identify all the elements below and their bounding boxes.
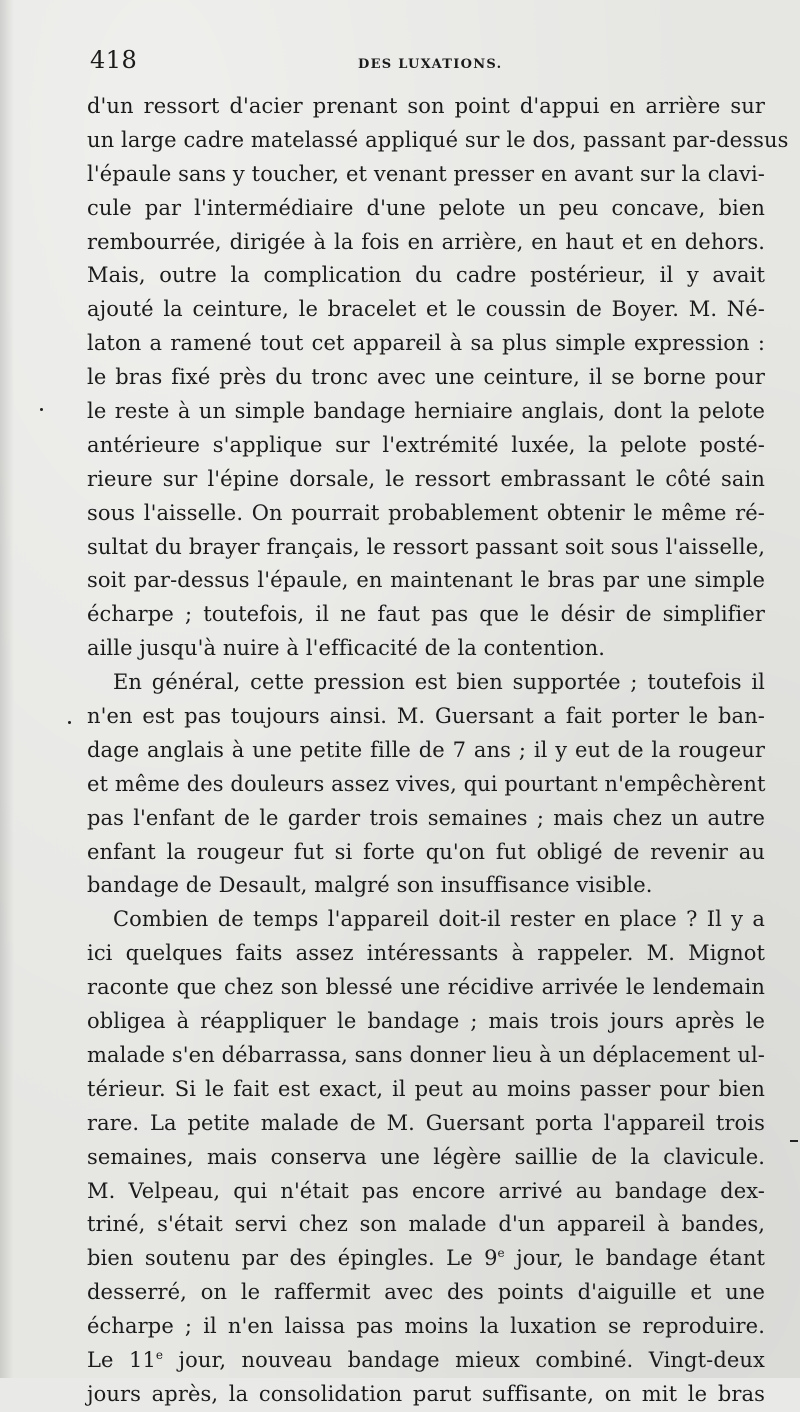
text-line: antérieure s'applique sur l'extrémité luxée, la pelote posté-	[87, 432, 765, 457]
text-line: sous l'aisselle. On pourrait probablement obtenir le même ré-	[87, 500, 765, 525]
margin-mark-dot	[40, 408, 43, 411]
text-line: rare. La petite malade de M. Guersant porta l'appareil trois	[87, 1110, 765, 1135]
text-line: écharpe ; toutefois, il ne faut pas que le désir de simplifier	[87, 602, 765, 627]
text-line: l'épaule sans y toucher, et venant presser en avant sur la clavi-	[87, 161, 765, 186]
text-line: ajouté la ceinture, le bracelet et le coussin de Boyer. M. Né-	[87, 297, 765, 322]
paragraph-start-line: En général, cette pression est bien supportée ; toutefois il	[113, 670, 765, 695]
text-line: térieur. Si le fait est exact, il peut au moins passer pour bien	[87, 1076, 765, 1101]
text-line: et même des douleurs assez vives, qui pourtant n'empêchèrent	[87, 771, 766, 796]
text-line: laton a ramené tout cet appareil à sa plus simple expression :	[87, 331, 765, 356]
text-line: dage anglais à une petite fille de 7 ans ; il y eut de la rougeur	[87, 737, 765, 762]
text-line: desserré, on le raffermit avec des points d'aiguille et une	[87, 1280, 765, 1305]
text-line: jours après, la consolidation parut suffisante, on mit le bras	[87, 1381, 765, 1406]
text-line: rembourrée, dirigée à la fois en arrière, en haut et en dehors.	[87, 229, 765, 254]
text-line: rieure sur l'épine dorsale, le ressort embrassant le côté sain	[87, 466, 765, 491]
text-line: malade s'en débarrassa, sans donner lieu à un déplacement ul-	[87, 1042, 765, 1067]
ordinal-superscript: e	[497, 1246, 505, 1261]
text-line: obligea à réappliquer le bandage ; mais trois jours après le	[87, 1009, 765, 1034]
page-edge-shadow	[0, 0, 14, 1378]
running-title: DES LUXATIONS.	[358, 57, 503, 72]
text-line: M. Velpeau, qui n'était pas encore arrivé au bandage dex-	[87, 1178, 765, 1203]
text-line: ici quelques faits assez intéressants à rappeler. M. Mignot	[87, 941, 765, 966]
paragraph-start-line: Combien de temps l'appareil doit-il rester en place ? Il y a	[113, 907, 765, 932]
margin-mark-dot	[68, 721, 71, 724]
text-line: Le 11e jour, nouveau bandage mieux combiné. Vingt-deux	[87, 1347, 765, 1372]
ordinal-superscript: e	[155, 1347, 164, 1362]
margin-mark-dash	[790, 1140, 798, 1142]
text-line: raconte que chez son blessé une récidive arrivée le lendemain	[87, 975, 765, 1000]
body-text	[87, 90, 789, 1412]
paragraph-end-line: bandage de Desault, malgré son insuffisance visible.	[87, 873, 653, 898]
text-line: d'un ressort d'acier prenant son point d'appui en arrière sur	[87, 94, 765, 118]
text-line: n'en est pas toujours ainsi. M. Guersant a fait porter le ban-	[87, 704, 765, 729]
text-line: bien soutenu par des épingles. Le 9e jour, le bandage étant	[87, 1246, 765, 1271]
text-line: le bras fixé près du tronc avec une ceinture, il se borne pour	[87, 365, 765, 390]
text-line: un large cadre matelassé appliqué sur le dos, passant par-dessus	[87, 127, 789, 152]
page-header	[88, 46, 760, 82]
text-line: semaines, mais conserva une légère saillie de la clavicule.	[87, 1144, 765, 1169]
text-line: Mais, outre la complication du cadre postérieur, il y avait	[87, 263, 765, 288]
text-line: triné, s'était servi chez son malade d'un appareil à bandes,	[87, 1212, 765, 1237]
text-line: enfant la rougeur fut si forte qu'on fut obligé de revenir au	[87, 839, 765, 864]
text-line: pas l'enfant de le garder trois semaines ; mais chez un autre	[87, 805, 765, 830]
text-line: soit par-dessus l'épaule, en maintenant le bras par une simple	[87, 568, 765, 593]
paragraph-end-line: aille jusqu'à nuire à l'efficacité de la contention.	[87, 636, 606, 661]
text-line: cule par l'intermédiaire d'une pelote un peu concave, bien	[87, 195, 765, 220]
text-line: le reste à un simple bandage herniaire anglais, dont la pelote	[87, 399, 765, 424]
text-line: sultat du brayer français, le ressort passant soit sous l'aisselle,	[87, 534, 765, 559]
text-line: écharpe ; il n'en laissa pas moins la luxation se reproduire.	[87, 1314, 765, 1339]
page-number: 418	[90, 46, 138, 74]
